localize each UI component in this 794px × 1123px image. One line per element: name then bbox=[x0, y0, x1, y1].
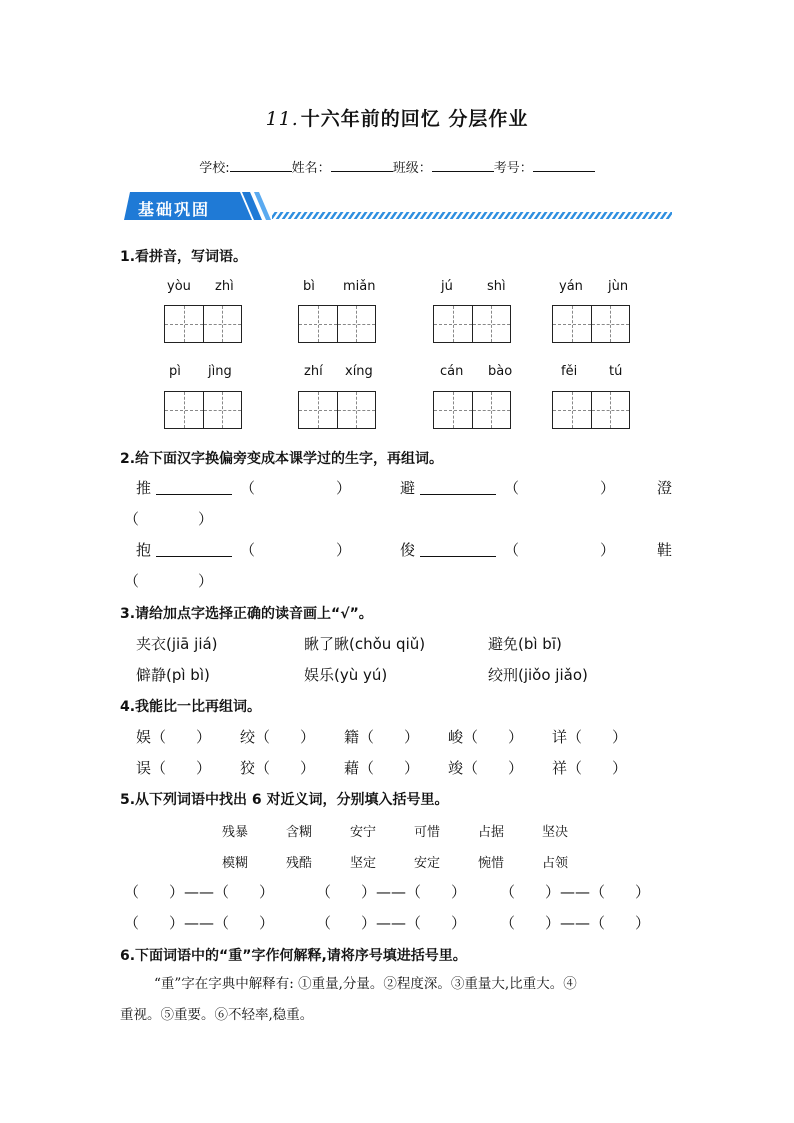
compare-item[interactable]: 籍（ ） bbox=[344, 728, 420, 746]
pinyin: pì bbox=[169, 364, 181, 379]
right-paren: ） bbox=[600, 479, 616, 497]
left-paren: （ bbox=[240, 541, 256, 559]
pinyin: shì bbox=[487, 279, 506, 294]
compare-item[interactable]: 藉（ ） bbox=[344, 759, 420, 777]
question-6-title: 6.下面词语中的“重”字作何解释,请将序号填进括号里。 bbox=[120, 948, 467, 964]
compare-item[interactable]: 竣（ ） bbox=[448, 759, 524, 777]
pinyin: zhí bbox=[304, 364, 323, 379]
pinyin: jìng bbox=[208, 364, 232, 379]
tian-grid[interactable] bbox=[433, 391, 511, 429]
name-label: 姓名： bbox=[291, 161, 331, 176]
right-paren: ） bbox=[198, 510, 214, 528]
source-char: 澄 bbox=[657, 479, 673, 497]
tian-grid[interactable] bbox=[164, 391, 242, 429]
source-char: 抱 bbox=[136, 541, 152, 559]
page-title bbox=[0, 104, 794, 131]
source-char: 鞋 bbox=[657, 541, 673, 559]
pinyin: cán bbox=[440, 364, 464, 379]
question-2-title: 2.给下面汉字换偏旁变成本课学过的生字，再组词。 bbox=[120, 451, 444, 467]
left-paren: （ bbox=[504, 541, 520, 559]
pronunciation-item[interactable]: 僻静(pì bì) bbox=[136, 666, 210, 684]
answer-blank[interactable] bbox=[156, 480, 232, 499]
compare-item[interactable]: 绞（ ） bbox=[240, 728, 316, 746]
title-number: 11. bbox=[265, 108, 299, 130]
pronunciation-item[interactable]: 夹衣(jiā jiá) bbox=[136, 635, 218, 653]
word: 占据 bbox=[478, 825, 505, 840]
class-blank[interactable] bbox=[432, 159, 494, 172]
tian-grid[interactable] bbox=[298, 305, 376, 343]
word: 残暴 bbox=[222, 825, 249, 840]
source-char: 推 bbox=[136, 479, 152, 497]
word: 坚定 bbox=[350, 856, 377, 871]
class-label: 班级： bbox=[392, 161, 432, 176]
question-1-title: 1.看拼音，写词语。 bbox=[120, 249, 248, 265]
word: 安宁 bbox=[350, 825, 377, 840]
definition-text: “重”字在字典中解释有: ①重量,分量。②程度深。③重量大,比重大。④ bbox=[154, 976, 577, 992]
tian-grid[interactable] bbox=[164, 305, 242, 343]
pinyin: bì bbox=[303, 279, 315, 294]
left-paren: （ bbox=[504, 479, 520, 497]
word: 占领 bbox=[542, 856, 569, 871]
left-paren: （ bbox=[124, 572, 140, 590]
right-paren: ） bbox=[198, 572, 214, 590]
compare-item[interactable]: 狡（ ） bbox=[240, 759, 316, 777]
synonym-pair-blank[interactable]: （ ）——（ ） bbox=[500, 883, 651, 901]
pinyin: yòu bbox=[167, 279, 191, 294]
left-paren: （ bbox=[240, 479, 256, 497]
exam-blank[interactable] bbox=[533, 159, 595, 172]
word: 可惜 bbox=[414, 825, 441, 840]
word: 残酷 bbox=[286, 856, 313, 871]
pinyin: bào bbox=[488, 364, 513, 379]
answer-blank[interactable] bbox=[420, 480, 496, 499]
pinyin: jùn bbox=[608, 279, 629, 294]
pinyin: tú bbox=[609, 364, 623, 379]
title-text: 十六年前的回忆 分层作业 bbox=[300, 108, 529, 130]
left-paren: （ bbox=[124, 510, 140, 528]
word: 含糊 bbox=[286, 825, 313, 840]
synonym-pair-blank[interactable]: （ ）——（ ） bbox=[500, 914, 651, 932]
pinyin: fěi bbox=[561, 364, 578, 379]
word: 模糊 bbox=[222, 856, 249, 871]
word: 坚决 bbox=[542, 825, 569, 840]
pinyin: zhì bbox=[215, 279, 234, 294]
compare-item[interactable]: 详（ ） bbox=[552, 728, 628, 746]
question-4-title: 4.我能比一比再组词。 bbox=[120, 699, 262, 715]
pronunciation-item[interactable]: 娱乐(yù yú) bbox=[304, 666, 388, 684]
definition-text-cont: 重视。⑤重要。⑥不轻率,稳重。 bbox=[120, 1007, 314, 1023]
school-blank[interactable] bbox=[230, 159, 292, 172]
tian-grid[interactable] bbox=[433, 305, 511, 343]
section-banner bbox=[122, 190, 674, 224]
tian-grid[interactable] bbox=[552, 305, 630, 343]
synonym-pair-blank[interactable]: （ ）——（ ） bbox=[124, 883, 275, 901]
right-paren: ） bbox=[336, 541, 352, 559]
exam-label: 考号： bbox=[493, 161, 533, 176]
pronunciation-item[interactable]: 避免(bì bī) bbox=[488, 635, 562, 653]
compare-item[interactable]: 峻（ ） bbox=[448, 728, 524, 746]
synonym-pair-blank[interactable]: （ ）——（ ） bbox=[316, 883, 467, 901]
compare-item[interactable]: 娱（ ） bbox=[136, 728, 212, 746]
tian-grid[interactable] bbox=[298, 391, 376, 429]
synonym-pair-blank[interactable]: （ ）——（ ） bbox=[124, 914, 275, 932]
synonym-pair-blank[interactable]: （ ）——（ ） bbox=[316, 914, 467, 932]
pinyin: xíng bbox=[345, 364, 373, 379]
pinyin: miǎn bbox=[343, 279, 376, 294]
tian-grid[interactable] bbox=[552, 391, 630, 429]
school-label: 学校: bbox=[199, 161, 230, 176]
word: 安定 bbox=[414, 856, 441, 871]
name-blank[interactable] bbox=[331, 159, 393, 172]
word: 惋惜 bbox=[478, 856, 505, 871]
answer-blank[interactable] bbox=[420, 542, 496, 561]
pinyin: yán bbox=[559, 279, 583, 294]
question-5-title: 5.从下列词语中找出 6 对近义词，分别填入括号里。 bbox=[120, 792, 449, 808]
pronunciation-item[interactable]: 瞅了瞅(chǒu qiǔ) bbox=[304, 635, 426, 653]
pronunciation-item[interactable]: 绞刑(jiǒo jiǎo) bbox=[488, 666, 588, 684]
source-char: 避 bbox=[400, 479, 416, 497]
question-3-title: 3.请给加点字选择正确的读音画上“√”。 bbox=[120, 606, 373, 622]
compare-item[interactable]: 祥（ ） bbox=[552, 759, 628, 777]
pinyin: jú bbox=[441, 279, 453, 294]
source-char: 俊 bbox=[400, 541, 416, 559]
right-paren: ） bbox=[336, 479, 352, 497]
right-paren: ） bbox=[600, 541, 616, 559]
student-info-line bbox=[0, 157, 794, 176]
answer-blank[interactable] bbox=[156, 542, 232, 561]
compare-item[interactable]: 误（ ） bbox=[136, 759, 212, 777]
banner-label: 基础巩固 bbox=[138, 200, 211, 219]
